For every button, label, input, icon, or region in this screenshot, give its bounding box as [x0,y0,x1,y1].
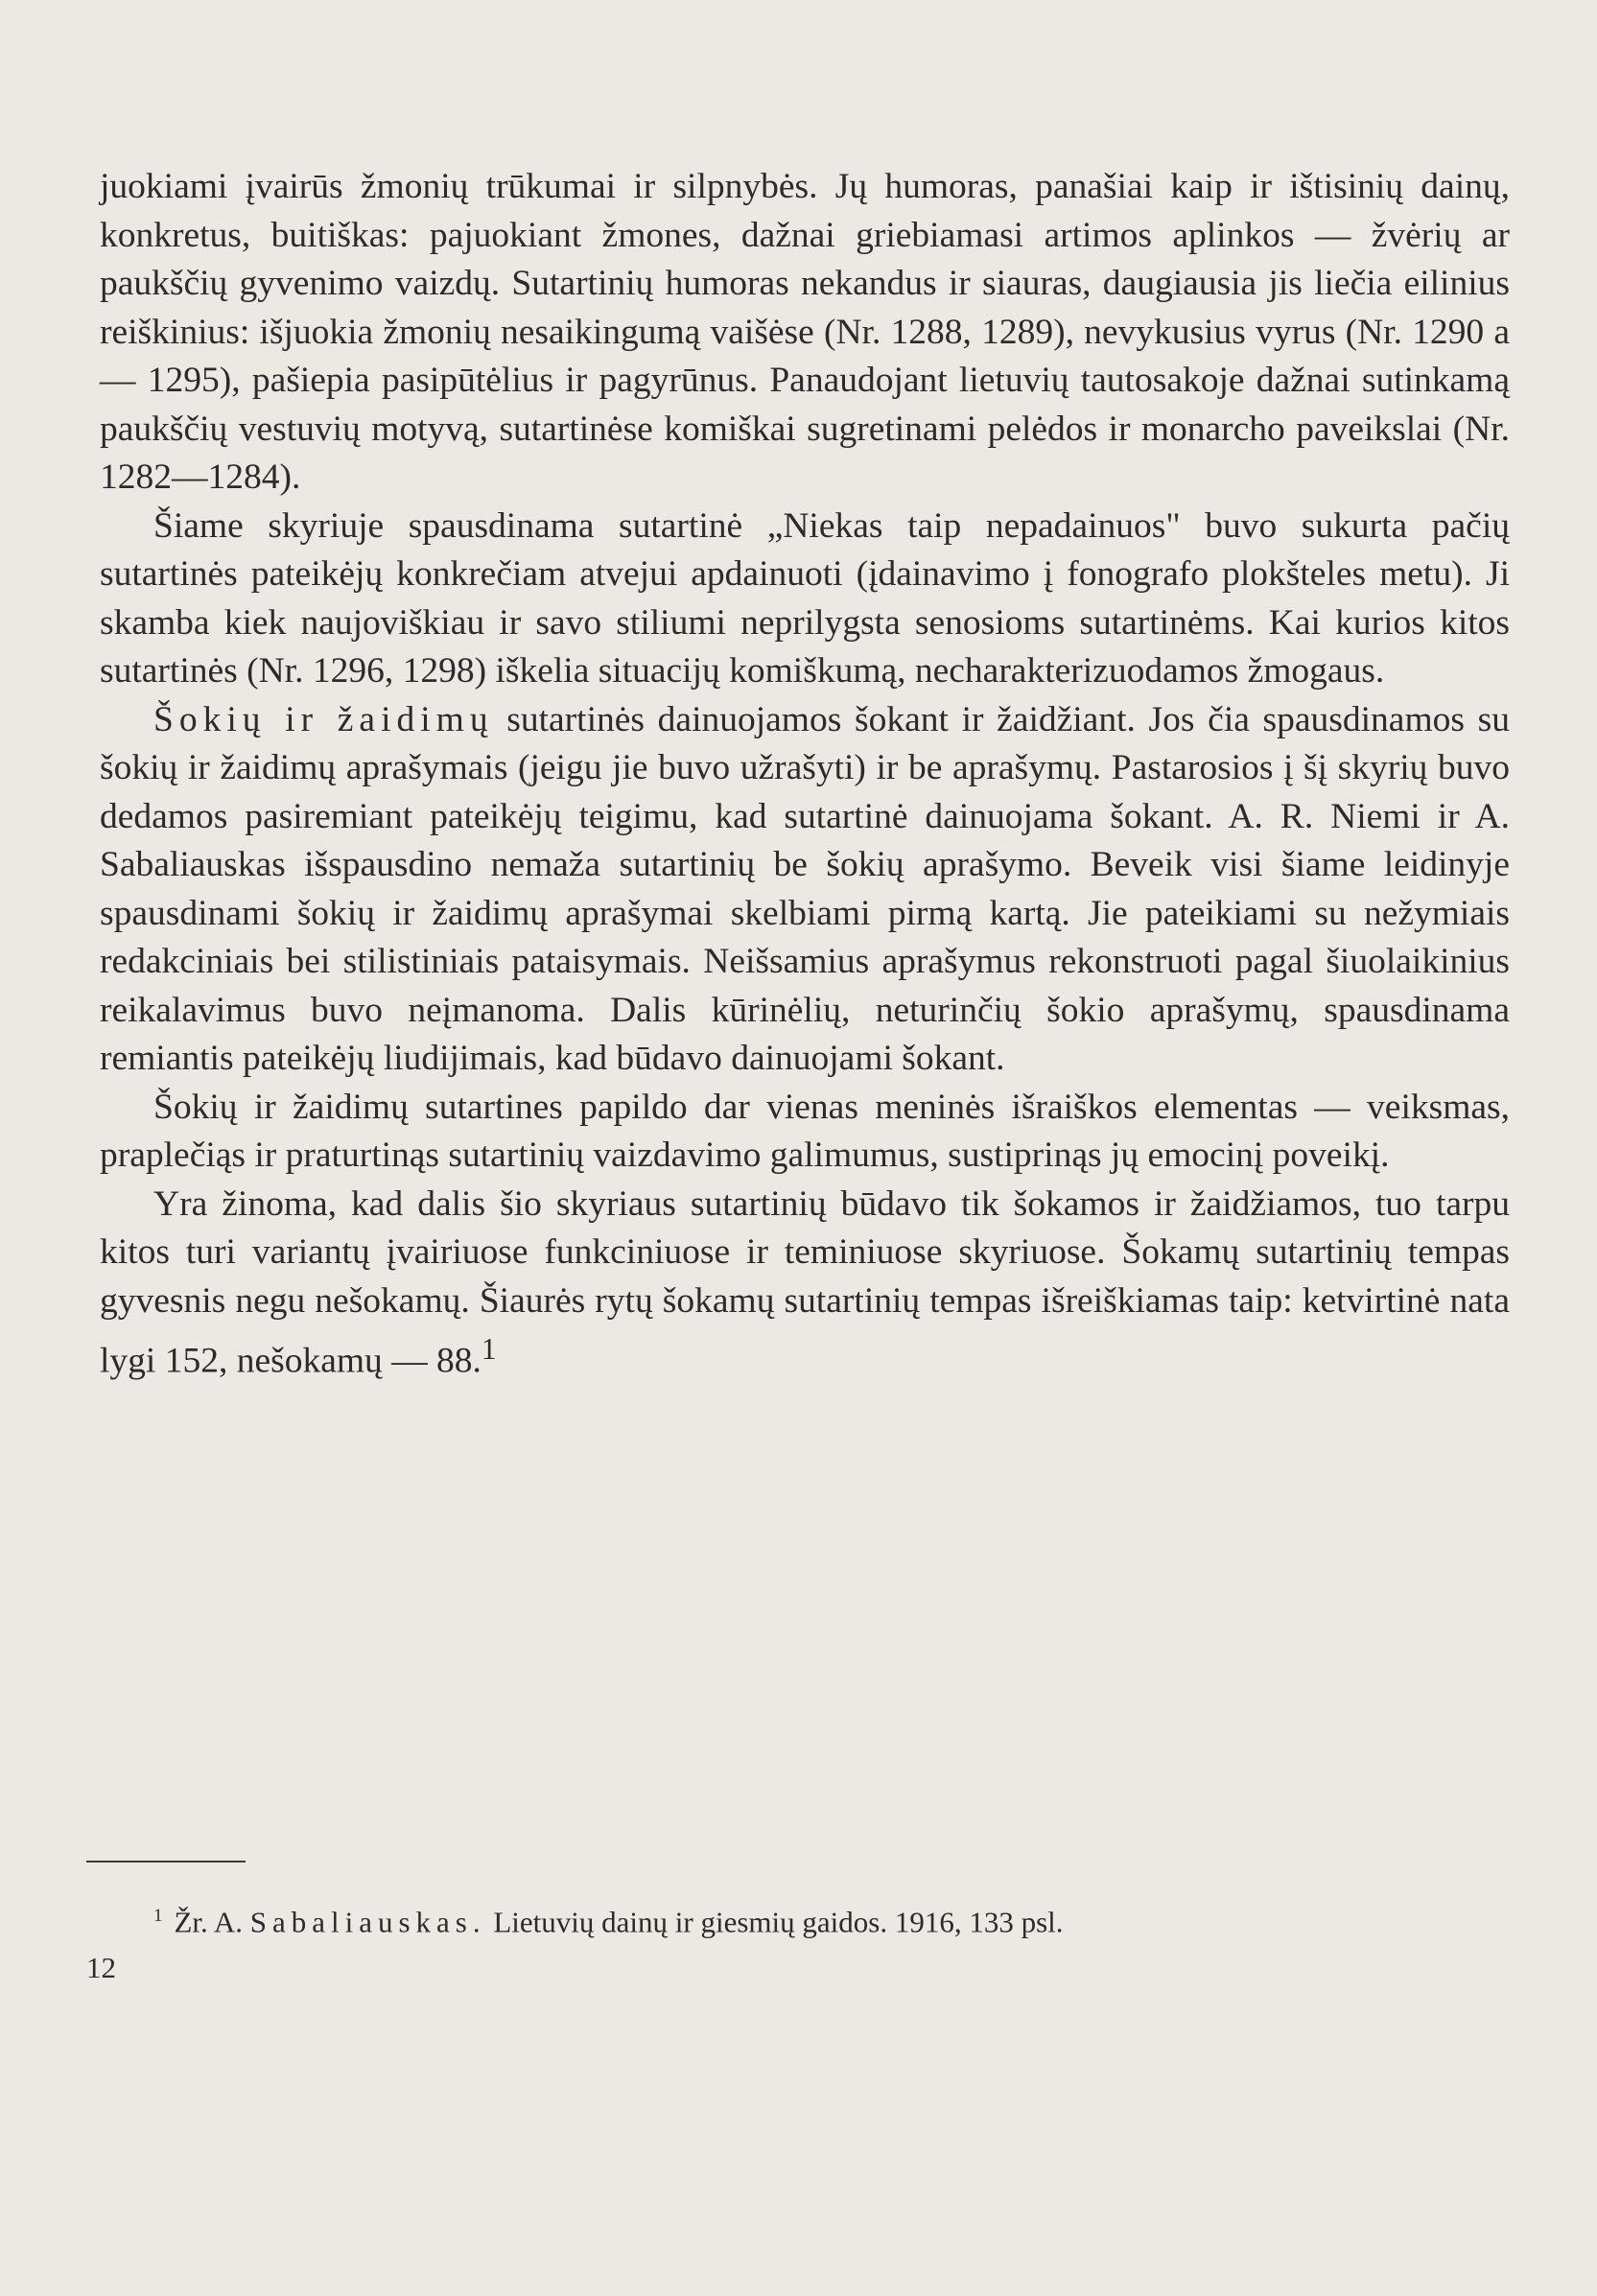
paragraph-5 [100,1181,1510,1387]
paragraph-4 [100,1084,1510,1181]
footnote-mark: 1 [153,1906,163,1926]
paragraph-2 [100,503,1510,696]
footnote [153,1897,1400,1941]
section-lead-term: Šokių ir žaidimų [153,699,494,739]
footnote-divider [86,1861,246,1863]
footnote-prefix: Žr. A. [174,1905,250,1939]
paragraph-text: Yra žinoma, kad dalis šio skyriaus sutartinių būdavo tik šokamos ir žaidžiamos, tuo tarpu kitos turi variantų įvairiuose funkciniuose ir teminiuose skyriuose. Šokamų sutartinių tempas gyvesnis negu nešokamų. Šiaurės rytų šokamų sutartinių tempas išreiškiamas taip: ketvirtinė nata lygi 152, nešokamų — 88. [100,1183,1510,1381]
paragraph-text: juokiami įvairūs žmonių trūkumai ir silpnybės. Jų humoras, panašiai kaip ir ištisinių dainų, konkretus, buitiškas: pajuokiant žmones, dažnai griebiamasi artimos aplinkos — žvėrių ar paukščių gyvenimo vaizdų. Sutartinių humoras nekandus ir siauras, daugiausia jis liečia eilinius reiškinius: išjuokia žmonių nesaikingumą vaišėse (Nr. 1288, 1289), nevykusius vyrus (Nr. 1290 a — 1295), pašiepia pasipūtėlius ir pagyrūnus. Panaudojant lietuvių tautosakoje dažnai sutinkamą paukščių vestuvių motyvą, sutartinėse komiškai sugretinami pelėdos ir monarcho paveikslai (Nr. 1282—1284). [100,167,1510,497]
body-text [100,163,1510,1386]
paragraph-1 [100,163,1510,503]
footnote-text: Lietuvių dainų ir giesmių gaidos. 1916, 133 psl. [485,1905,1064,1939]
footnote-reference: 1 [481,1332,497,1366]
paragraph-text: sutartinės dainuojamos šokant ir žaidžiant. Jos čia spausdinamos su šokių ir žaidimų aprašymais (jeigu jie buvo užrašyti) ir be aprašymų. Pastarosios į šį skyrių buvo dedamos pasiremiant pateikėjų teigimu, kad sutartinė dainuojama šokant. A. R. Niemi ir A. Sabaliauskas išspausdino nemaža sutartinių be šokių aprašymo. Beveik visi šiame leidinyje spausdinami šokių ir žaidimų aprašymai skelbiami pirmą kartą. Jie pateikiami su nežymiais redakciniais bei stilistiniais pataisymais. Neišsamius aprašymus rekonstruoti pagal šiuolaikinius reikalavimus buvo neįmanoma. Dalis kūrinėlių, neturinčių šokio aprašymų, spausdinama remiantis pateikėjų liudijimais, kad būdavo dainuojami šokant. [100,699,1510,1078]
paragraph-3 [100,696,1510,1084]
footnote-author: Sabaliauskas. [249,1905,486,1939]
paragraph-text: Šiame skyriuje spausdinama sutartinė „Niekas taip nepadainuos" buvo sukurta pačių sutartinės pateikėjų konkrečiam atvejui apdainuoti (įdainavimo į fonografo plokšteles metu). Ji skamba kiek naujoviškiau ir savo stiliumi neprilygsta senosioms sutartinėms. Kai kurios kitos sutartinės (Nr. 1296, 1298) iškelia situacijų komiškumą, necharakterizuodamos žmogaus. [100,505,1510,691]
page-number: 12 [86,1951,116,1984]
paragraph-text: Šokių ir žaidimų sutartines papildo dar vienas meninės išraiškos elementas — veiksmas, praplečiąs ir praturtinąs sutartinių vaizdavimo galimumus, sustiprinąs jų emocinį poveikį. [100,1087,1510,1175]
